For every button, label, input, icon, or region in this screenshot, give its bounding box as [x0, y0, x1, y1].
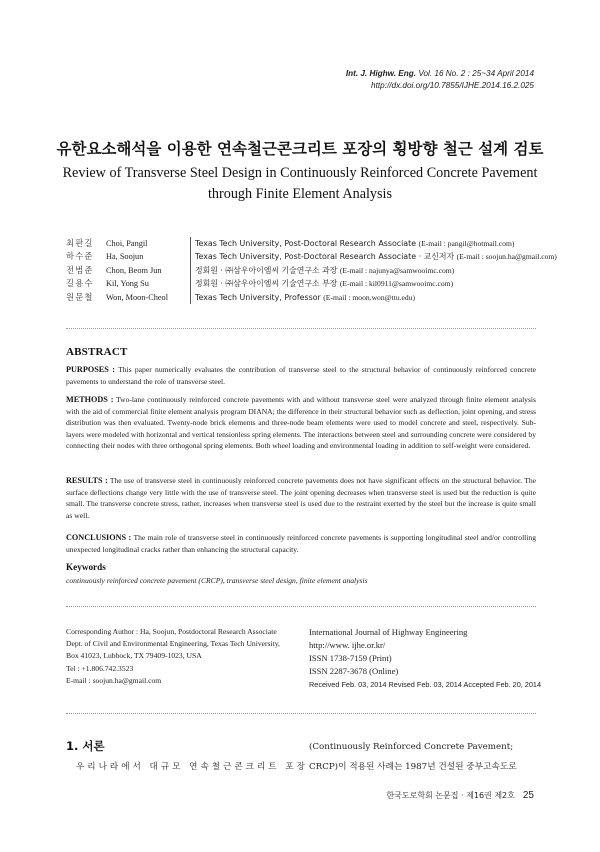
author-affiliation: Texas Tech University, Professor (E-mail : moon.won@ttu.edu) — [190, 291, 415, 304]
author-email[interactable]: (E-mail : moon.won@ttu.edu) — [323, 292, 416, 302]
divider — [66, 606, 536, 607]
author-email[interactable]: (E-mail : soojun.ha@gmail.com) — [456, 252, 557, 262]
author-name-en: Chon, Beom Jun — [106, 265, 162, 275]
abstract-purposes: PURPOSES : This paper numerically evaluates the contribution of transverse steel to the structural behavior of continuously reinforced concrete pavements to understand the role of transverse steel. — [66, 365, 536, 386]
author-list — [66, 237, 557, 304]
purposes-label: PURPOSES : — [66, 365, 115, 374]
author-name-ko: 원문철 — [66, 291, 94, 302]
page-number: 25 — [522, 790, 534, 801]
abstract-results: RESULTS : The use of transverse steel in continuously reinforced concrete pavements does not have significant effects on the structural behavior. The surface deflections change very little with the use of transverse steel. The joint opening decreases when transverse steel is used but the reduction is quite small. The transverse concrete stress, rather, increases when transverse steel is used due to the restraint exerted by the steel but the increase is quite small as well. — [66, 476, 536, 520]
divider — [66, 328, 536, 329]
author-name-ko: 하수준 — [66, 251, 94, 262]
abstract-methods: METHODS : Two-lane continuously reinforced concrete pavements with and without transverse steel were analyzed through finite element analysis with the aid of commercial finite element analysis program DIANA; the difference in their structural behavior such as deflection, joint opening, and stress distribution was then evaluated. Twenty-node brick elements and three-node beam elements were used to model concrete and steel, respectively. Sub-layers were modeled with horizontal and vertical tensionless spring elements. The interactions between steel and surrounding concrete were considered by connecting their nodes with three orthogonal spring elements. Both wheel loading and environmental loading in addition to self-weight were considered. — [66, 395, 536, 451]
footer-journal: 한국도로학회 논문집 · 제16권 제2호 — [386, 791, 515, 800]
volume-info: Vol. 16 No. 2 : 25~34 April 2014 — [418, 69, 534, 78]
journal-name: International Journal of Highway Engineering — [309, 627, 468, 637]
divider — [66, 713, 536, 714]
section-heading: 1. 서론 — [66, 739, 105, 753]
body-text-right: CRCP)이 적용된 사례는 1987년 건설된 중부고속도로 — [309, 762, 517, 772]
keywords-text: continuously reinforced concrete pavement (CRCP), transverse steel design, finite element analysis — [66, 576, 368, 585]
results-label: RESULTS : — [66, 476, 108, 485]
journal-abbr: Int. J. Highw. Eng. — [345, 69, 417, 78]
author-row — [66, 291, 546, 304]
author-row — [66, 277, 546, 290]
author-row — [66, 250, 557, 263]
author-name-ko: 길용수 — [66, 278, 94, 289]
issn-online: ISSN 2287-3678 (Online) — [309, 666, 399, 676]
author-name-ko: 전범준 — [66, 264, 94, 275]
author-name-ko: 최판길 — [66, 238, 94, 248]
correspondence-email[interactable]: E-mail : soojun.ha@gmail.com — [66, 675, 162, 685]
author-affiliation: Texas Tech University, Post-Doctoral Research Associate · 교신저자 (E-mail : soojun.ha@gmail.com) — [190, 250, 557, 263]
journal-info-block — [309, 626, 549, 691]
abstract-conclusions: CONCLUSIONS : The main role of transverse steel in continuously reinforced concrete pavements is supporting longitudinal steel and/or controlling unexpected longitudinal cracks rather than enhancing the structural capacity. — [66, 533, 536, 554]
author-name-en: Choi, Pangil — [106, 239, 148, 248]
author-row — [66, 264, 546, 277]
doi-link[interactable]: http://dx.doi.org/10.7855/IJHE.2014.16.2.025 — [371, 81, 534, 90]
received-dates: Received Feb. 03, 2014 Revised Feb. 03, 2014 Accepted Feb. 20, 2014 — [309, 680, 542, 689]
author-email[interactable]: (E-mail : pangil@hotmail.com) — [418, 239, 515, 248]
author-email[interactable]: (E-mail : najunya@samwooimc.com) — [339, 265, 455, 275]
author-affiliation: 정회원 · ㈜삼우아이엠씨 기술연구소 부장 (E-mail : kil0911@samwooimc.com) — [190, 277, 453, 290]
author-email[interactable]: (E-mail : kil0911@samwooimc.com) — [339, 279, 454, 289]
body-text-right: (Continuously Reinforced Concrete Pavement; — [309, 742, 514, 752]
methods-label: METHODS : — [66, 395, 114, 404]
author-name-en: Won, Moon-Cheol — [106, 292, 169, 302]
korean-title: 유한요소해석을 이용한 연속철근콘크리트 포장의 횡방향 철근 설계 검토 — [56, 140, 544, 158]
author-affiliation: 정회원 · ㈜삼우아이엠씨 기술연구소 과장 (E-mail : najunya@samwooimc.com) — [190, 264, 454, 277]
author-name-en: Kil, Yong Su — [106, 279, 149, 289]
journal-header — [346, 68, 534, 92]
author-name-en: Ha, Soojun — [106, 252, 144, 262]
keywords-heading: Keywords — [66, 562, 106, 572]
correspondence-block: Corresponding Author : Ha, Soojun, Postdoctoral Research Associate Dept. of Civil and Environmental Engineering, Texas Tech University, Box 41023, Lubbock, TX 79409-1023, USA Tel : +1.806.742.3523 E-mail : soojun.ha@gmail.com — [66, 626, 306, 687]
abstract-heading: ABSTRACT — [66, 346, 128, 358]
author-affiliation: Texas Tech University, Post-Doctoral Research Associate (E-mail : pangil@hotmail.com) — [190, 237, 514, 250]
journal-url[interactable]: http://www. ijhe.or.kr/ — [309, 640, 386, 650]
author-row — [66, 237, 546, 250]
conclusions-label: CONCLUSIONS : — [66, 533, 132, 542]
body-text-left: 우리나라에서 대규모 연속철근콘크리트 포장 — [76, 762, 308, 772]
english-title: Review of Transverse Steel Design in Continuously Reinforced Concrete Pavement through Finite Element Analysis — [62, 165, 538, 202]
page-footer — [386, 790, 534, 801]
issn-print: ISSN 1738-7159 (Print) — [309, 653, 392, 663]
